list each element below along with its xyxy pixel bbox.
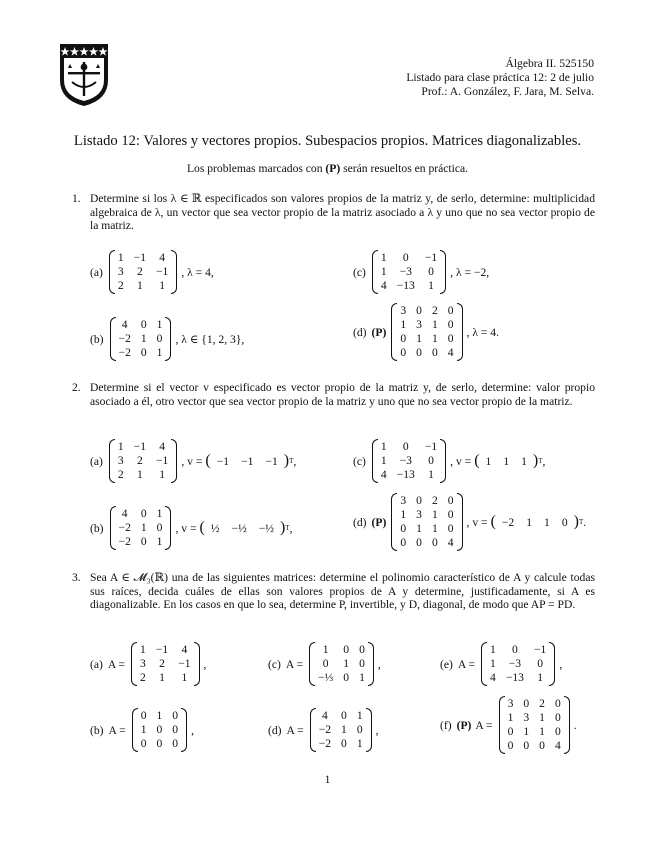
item-label: (d) [353, 325, 367, 339]
matrix-entry: 1 [359, 671, 365, 684]
matrix-entry: 3 [117, 454, 124, 467]
item-label: (e) [440, 657, 453, 671]
matrix-entry: 3 [117, 265, 124, 278]
matrix-entry: 0 [172, 709, 179, 722]
matrix-grid [487, 642, 549, 686]
matrix-entry: 4 [447, 536, 454, 549]
problem-item [90, 642, 206, 686]
matrix-entry: 2 [117, 468, 124, 481]
matrix-entry: 0 [400, 332, 407, 345]
matrix-entry: 0 [554, 711, 561, 724]
matrix-entry: 1 [343, 657, 350, 670]
matrix-entry: 0 [507, 739, 514, 752]
matrix [131, 642, 199, 686]
matrix-entry: 1 [156, 535, 163, 548]
matrix-entry: 0 [402, 251, 409, 264]
matrix-entry: 0 [359, 643, 365, 656]
matrix-entry: 1 [428, 468, 434, 481]
matrix-entry: 1 [431, 522, 438, 535]
matrix-entry: 4 [321, 709, 328, 722]
problem-item [268, 642, 381, 686]
item-label: (c) [353, 454, 366, 468]
matrix-entry: −1 [178, 657, 191, 670]
matrix-right-bracket [165, 506, 171, 550]
matrix-prefix: A = [108, 723, 126, 737]
vector-component: −½ [258, 521, 274, 535]
matrix-entry: 0 [400, 346, 407, 359]
matrix-entry: −2 [318, 723, 332, 736]
practice-marker: (P) [371, 515, 387, 529]
item-label: (a) [90, 657, 103, 671]
matrix-entry: 1 [159, 671, 165, 684]
matrix-entry: 1 [117, 440, 124, 453]
transpose-mark: T [289, 457, 294, 465]
matrix-right-bracket [194, 642, 200, 686]
matrix-entry: 2 [539, 697, 545, 710]
item-suffix: , [203, 657, 207, 671]
item-suffix: , λ ∈ {1, 2, 3}, [175, 333, 245, 346]
matrix-entry: 1 [140, 332, 147, 345]
matrix-grid [115, 250, 171, 294]
matrix-entry: 1 [431, 318, 438, 331]
problem-item [440, 642, 562, 686]
matrix-entry: 1 [159, 279, 166, 292]
matrix-grid [116, 317, 166, 361]
matrix [372, 250, 446, 294]
matrix-entry: 0 [140, 709, 147, 722]
matrix-entry: 1 [431, 332, 438, 345]
listing-date: Listado para clase práctica 12: 2 de julio [406, 71, 594, 84]
problem-3-text: Sea A ∈ 𝓜₃(ℝ) una de las siguientes matrices: determine el polinomio característico de A y calcule todas sus raíces, decida cuáles de ellas son valores propios de A y determine, justificadamente, si A es diagonalizable. En los casos en que lo sea, determine P, invertible, y D, diagonal, de modo que AP = PD. [90, 571, 595, 612]
matrix-entry: 1 [322, 643, 329, 656]
matrix-grid [505, 696, 564, 754]
matrix-prefix: A = [107, 657, 126, 671]
row-vector [490, 513, 587, 530]
problem-item [353, 439, 545, 483]
matrix-entry: 1 [490, 657, 496, 670]
matrix-entry: −1 [424, 440, 438, 453]
matrix-entry: 0 [447, 522, 454, 535]
matrix-entry: 2 [140, 671, 146, 684]
matrix-entry: −2 [118, 346, 131, 359]
vector-close-paren: ) [573, 513, 579, 530]
matrix-entry: 1 [523, 725, 530, 738]
matrix-entry: 0 [359, 657, 365, 670]
matrix-right-bracket [564, 696, 570, 754]
item-suffix: , [191, 723, 194, 737]
matrix-right-bracket [171, 439, 177, 483]
item-suffix: , v = [175, 521, 197, 535]
matrix-entry: 0 [523, 739, 530, 752]
item-end: , [293, 454, 297, 468]
matrix [110, 506, 172, 550]
matrix-entry: −13 [505, 671, 524, 684]
vector-close-paren: ) [532, 452, 539, 469]
matrix-entry: 0 [343, 671, 350, 684]
matrix-prefix: A = [286, 723, 304, 737]
professors: Prof.: A. González, F. Jara, M. Selva. [421, 85, 594, 98]
course-name: Álgebra II. 525150 [505, 57, 594, 70]
matrix [481, 642, 555, 686]
matrix-entry: 1 [537, 671, 544, 684]
vector-close-paren: ) [280, 519, 286, 536]
matrix-entry: 1 [140, 643, 146, 656]
matrix-right-bracket [440, 439, 446, 483]
item-suffix: , v = [466, 515, 488, 529]
practice-marker: (P) [371, 325, 387, 339]
matrix-entry: −⅓ [318, 671, 334, 684]
matrix-entry: −1 [156, 454, 169, 467]
matrix-right-bracket [171, 250, 177, 294]
vector-component: ½ [210, 521, 220, 535]
matrix-entry: 2 [117, 279, 124, 292]
item-end: , [289, 521, 293, 535]
matrix-entry: 1 [416, 332, 422, 345]
matrix-entry: 3 [507, 697, 514, 710]
matrix-prefix: A = [285, 657, 304, 671]
matrix-entry: 0 [156, 723, 163, 736]
page-title: Listado 12: Valores y vectores propios. Subespacios propios. Matrices diagonalizables. [73, 133, 582, 149]
item-label: (b) [90, 332, 104, 346]
matrix [372, 439, 446, 483]
row-vector [474, 454, 542, 468]
matrix-entry: 0 [554, 697, 561, 710]
matrix-entry: 0 [447, 332, 454, 345]
page-subtitle: Los problemas marcados con (P) serán resueltos en práctica. [186, 162, 469, 175]
matrix [391, 493, 462, 551]
matrix [309, 642, 374, 686]
matrix [109, 439, 177, 483]
matrix [109, 250, 177, 294]
matrix-entry: 2 [136, 454, 143, 467]
matrix-entry: −2 [318, 737, 332, 750]
problem-1-number: 1. [72, 192, 81, 205]
transpose-mark: T [578, 518, 584, 526]
matrix-entry: 0 [523, 697, 530, 710]
problem-1-text: Determine si los λ ∈ ℝ especificados son valores propios de la matriz y, de serlo, determine: multiplicidad algebraica de λ, un vector que sea vector propio de la matriz asociado a λ y uno que no sea vector propio de la matriz. [90, 192, 595, 233]
matrix-entry: −1 [424, 251, 438, 264]
matrix-entry: 0 [539, 739, 545, 752]
matrix-entry: −2 [118, 521, 131, 534]
matrix-entry: 0 [512, 643, 518, 656]
matrix-entry: 0 [156, 737, 163, 750]
vector-component: 1 [526, 515, 533, 529]
item-suffix: , [377, 657, 381, 671]
matrix-entry: 4 [490, 671, 496, 684]
matrix-entry: 0 [507, 725, 514, 738]
matrix-entry: 3 [523, 711, 530, 724]
problem-item [353, 493, 586, 551]
matrix-entry: 1 [159, 468, 166, 481]
matrix-right-bracket [366, 708, 372, 752]
matrix-entry: 0 [356, 723, 363, 736]
matrix-entry: 1 [341, 723, 347, 736]
transpose-mark: T [285, 524, 290, 532]
matrix-entry: 0 [431, 346, 438, 359]
matrix-entry: 0 [416, 536, 422, 549]
vector-open-paren: ( [205, 452, 211, 469]
problem-item [90, 250, 214, 294]
matrix-entry: 4 [380, 468, 387, 481]
item-label: (d) [353, 515, 367, 529]
vector-component: −1 [216, 454, 230, 468]
matrix-entry: 4 [121, 507, 128, 520]
vector-component: 1 [485, 454, 492, 468]
matrix-entry: 0 [140, 318, 147, 331]
page-number: 1 [324, 773, 331, 786]
matrix-entry: 1 [156, 346, 163, 359]
item-label: (c) [268, 657, 281, 671]
matrix-entry: 0 [447, 508, 454, 521]
vector-open-paren: ( [490, 513, 496, 530]
matrix-entry: 1 [539, 711, 545, 724]
matrix-grid [137, 642, 193, 686]
matrix-entry: 0 [172, 737, 179, 750]
problem-item [90, 506, 293, 550]
matrix-entry: 0 [341, 709, 347, 722]
problem-item [440, 696, 577, 754]
item-suffix: , λ = 4, [181, 265, 214, 279]
vector-component: −1 [265, 454, 278, 468]
matrix-grid [316, 708, 366, 752]
item-label: (a) [90, 454, 103, 468]
matrix-entry: 1 [140, 723, 147, 736]
matrix-right-bracket [457, 303, 463, 361]
item-suffix: , [375, 723, 379, 737]
problem-3-number: 3. [72, 571, 81, 584]
course-header [406, 57, 594, 99]
matrix [499, 696, 570, 754]
matrix-grid [378, 250, 440, 294]
vector-open-paren: ( [199, 519, 205, 536]
matrix [391, 303, 462, 361]
matrix-entry: 1 [507, 711, 514, 724]
matrix-grid [397, 303, 456, 361]
item-label: (a) [90, 265, 103, 279]
matrix-entry: 1 [431, 508, 438, 521]
matrix-entry: 3 [140, 657, 146, 670]
matrix-prefix: A = [475, 718, 493, 732]
matrix-entry: 1 [156, 709, 163, 722]
matrix-entry: 0 [156, 521, 163, 534]
matrix-entry: 1 [136, 468, 143, 481]
matrix-entry: −1 [133, 440, 147, 453]
matrix-entry: 1 [181, 671, 188, 684]
problem-item [353, 250, 489, 294]
matrix-entry: 1 [380, 265, 387, 278]
matrix-entry: 4 [121, 318, 128, 331]
problem-2-text: Determine si el vector v especificado es vector propio de la matriz y, de serlo, determine: valor propio asociado a él, otro vector que sea vector propio de la matriz y uno que no sea vector propio de la matriz. [90, 381, 595, 408]
matrix [132, 708, 187, 752]
matrix-entry: 0 [416, 304, 422, 317]
practice-marker: (P) [456, 718, 472, 732]
item-suffix: , λ = −2, [450, 265, 490, 279]
vector-component: 0 [561, 515, 568, 529]
matrix-entry: 1 [400, 508, 407, 521]
transpose-mark: T [538, 457, 543, 465]
matrix-entry: 0 [140, 737, 147, 750]
matrix-entry: 0 [428, 454, 434, 467]
matrix-entry: 0 [322, 657, 329, 670]
row-vector [205, 454, 293, 468]
matrix-entry: 0 [172, 723, 179, 736]
item-label: (b) [90, 521, 104, 535]
matrix-entry: 0 [447, 494, 454, 507]
matrix-entry: 3 [416, 318, 422, 331]
matrix-entry: 0 [431, 536, 438, 549]
matrix-entry: 2 [136, 265, 143, 278]
item-end: . [583, 515, 587, 529]
matrix-prefix: A = [457, 657, 476, 671]
matrix-entry: −1 [155, 643, 169, 656]
matrix-entry: 0 [416, 346, 422, 359]
matrix-entry: 0 [416, 494, 422, 507]
matrix-entry: 0 [156, 332, 163, 345]
matrix-grid [138, 708, 181, 752]
matrix-entry: 1 [380, 251, 387, 264]
item-end: , [542, 454, 546, 468]
matrix-entry: −13 [396, 468, 415, 481]
matrix-entry: 0 [400, 536, 407, 549]
matrix-entry: 1 [140, 521, 147, 534]
matrix-entry: 3 [416, 508, 422, 521]
matrix-entry: −13 [396, 279, 415, 292]
item-label: (d) [268, 723, 282, 737]
matrix-entry: 3 [400, 304, 407, 317]
item-suffix: , [559, 657, 563, 671]
matrix-entry: −3 [399, 454, 412, 467]
vector-component: −½ [231, 521, 247, 535]
matrix [110, 317, 172, 361]
problem-item [90, 317, 244, 361]
matrix-right-bracket [165, 317, 171, 361]
matrix-entry: −3 [508, 657, 522, 670]
matrix-grid [378, 439, 440, 483]
matrix-entry: −1 [533, 643, 547, 656]
matrix-entry: 1 [490, 643, 496, 656]
matrix-entry: −2 [118, 332, 131, 345]
problem-item [268, 708, 379, 752]
vector-component: 1 [544, 515, 550, 529]
matrix-right-bracket [181, 708, 187, 752]
matrix-right-bracket [368, 642, 374, 686]
matrix-right-bracket [440, 250, 446, 294]
matrix-entry: 4 [159, 440, 166, 453]
item-label: (f) [440, 718, 452, 732]
matrix-entry: 4 [159, 251, 166, 264]
vector-component: −1 [241, 454, 254, 468]
problem-2-number: 2. [72, 381, 81, 394]
matrix-entry: 0 [341, 737, 347, 750]
matrix-entry: 1 [136, 279, 143, 292]
problem-item [90, 439, 296, 483]
matrix-entry: 0 [343, 643, 350, 656]
matrix-entry: 3 [400, 494, 407, 507]
matrix-grid [115, 439, 171, 483]
matrix-entry: −1 [133, 251, 147, 264]
matrix-entry: 0 [537, 657, 544, 670]
matrix-entry: 1 [156, 507, 163, 520]
problem-item [90, 708, 194, 752]
matrix-entry: 4 [554, 739, 561, 752]
matrix-entry: 1 [539, 725, 545, 738]
item-suffix: , v = [450, 454, 472, 468]
matrix-entry: 0 [447, 318, 454, 331]
matrix-entry: 1 [428, 279, 434, 292]
matrix [310, 708, 372, 752]
matrix-entry: 4 [380, 279, 387, 292]
matrix-entry: 1 [400, 318, 407, 331]
matrix-entry: 0 [428, 265, 434, 278]
matrix-entry: −1 [156, 265, 169, 278]
item-label: (c) [353, 265, 366, 279]
matrix-entry: −2 [118, 535, 131, 548]
row-vector [200, 521, 290, 535]
matrix-entry: 0 [554, 725, 561, 738]
matrix-entry: 2 [431, 304, 438, 317]
vector-component: 1 [521, 454, 527, 468]
item-suffix: , λ = 4. [466, 325, 499, 339]
matrix-entry: 0 [447, 304, 454, 317]
matrix-entry: 0 [140, 346, 147, 359]
vector-component: 1 [503, 454, 510, 468]
matrix-entry: 1 [156, 318, 163, 331]
matrix-entry: 2 [431, 494, 438, 507]
item-suffix: , v = [181, 454, 203, 468]
matrix-entry: 0 [140, 507, 147, 520]
matrix-entry: 4 [447, 346, 454, 359]
matrix-entry: 0 [400, 522, 407, 535]
matrix-grid [315, 642, 368, 686]
matrix-entry: 1 [416, 522, 422, 535]
matrix-entry: 0 [402, 440, 409, 453]
matrix-entry: 1 [356, 737, 363, 750]
matrix-entry: 1 [117, 251, 124, 264]
matrix-entry: −3 [399, 265, 412, 278]
matrix-entry: 1 [356, 709, 363, 722]
vector-close-paren: ) [283, 452, 290, 469]
item-suffix: . [573, 718, 577, 732]
vector-component: −2 [501, 515, 515, 529]
matrix-right-bracket [457, 493, 463, 551]
matrix-entry: 1 [380, 454, 387, 467]
matrix-entry: 2 [159, 657, 165, 670]
matrix-entry: 0 [140, 535, 147, 548]
matrix-grid [397, 493, 456, 551]
university-crest-logo [58, 42, 110, 108]
matrix-entry: 1 [380, 440, 387, 453]
problem-item [353, 303, 499, 361]
matrix-right-bracket [549, 642, 555, 686]
vector-open-paren: ( [474, 452, 480, 469]
item-label: (b) [90, 723, 104, 737]
matrix-grid [116, 506, 166, 550]
matrix-entry: 4 [181, 643, 188, 656]
